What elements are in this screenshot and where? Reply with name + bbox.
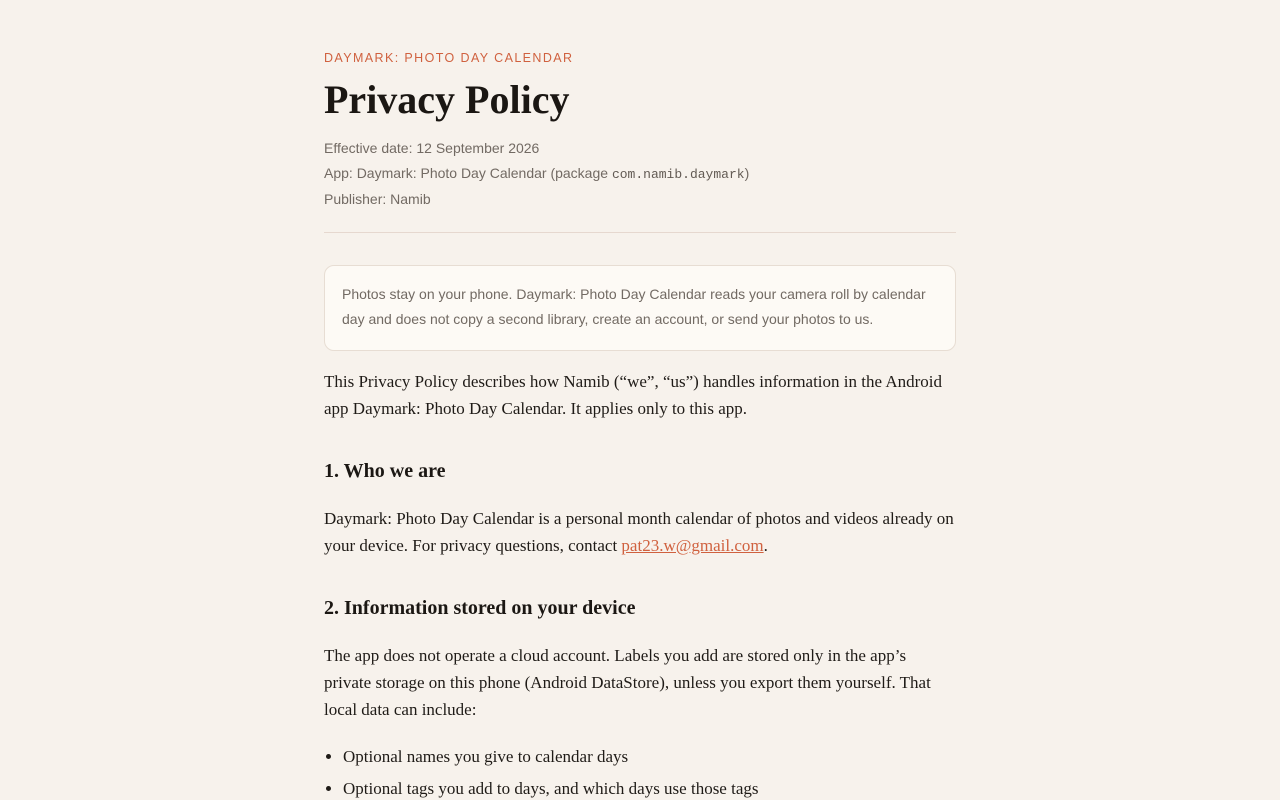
section-heading-who-we-are: 1. Who we are — [324, 459, 446, 482]
app-info-prefix: App: Daymark: Photo Day Calendar (package — [324, 164, 612, 181]
intro-paragraph: This Privacy Policy describes how Namib (“we”, “us”) handles information in the Android app Daymark: Photo Day Calendar. It applies only to this app. — [324, 371, 942, 418]
summary-callout — [324, 265, 956, 351]
section-who-we-are-text — [324, 505, 956, 559]
app-eyebrow: DAYMARK: PHOTO DAY CALENDAR — [324, 51, 574, 65]
publisher: Publisher: Namib — [324, 191, 431, 207]
privacy-policy-page — [324, 0, 956, 800]
package-name: com.namib.daymark — [611, 166, 745, 182]
summary-callout-text: Photos stay on your phone. Daymark: Photo Day Calendar reads your camera roll by calendar day and does not copy a second library, create an account, or send your photos to us. — [342, 285, 926, 327]
app-info-suffix: ) — [744, 164, 750, 181]
who-we-are-text-after: . — [763, 535, 768, 555]
who-we-are-text-before: Daymark: Photo Day Calendar is a personal month calendar of photos and videos already on your device. For privacy questions, contact — [324, 508, 954, 555]
section-info-stored-text: The app does not operate a cloud account. Labels you add are stored only in the app’s private storage on this phone (Android DataStore), unless you export them yourself. That local data can include: — [324, 645, 931, 719]
section-heading-info-stored: 2. Information stored on your device — [324, 596, 636, 619]
list-item: • Optional tags you add to days, and which days use those tags — [343, 775, 956, 800]
effective-date: Effective date: 12 September 2026 — [324, 140, 540, 156]
stored-data-list — [324, 743, 956, 800]
contact-email-link[interactable]: pat23.w@gmail.com — [621, 535, 764, 555]
page-title: Privacy Policy — [324, 77, 570, 122]
header-divider — [324, 232, 956, 233]
list-item: • Optional names you give to calendar days — [343, 743, 956, 770]
app-info — [324, 161, 956, 188]
